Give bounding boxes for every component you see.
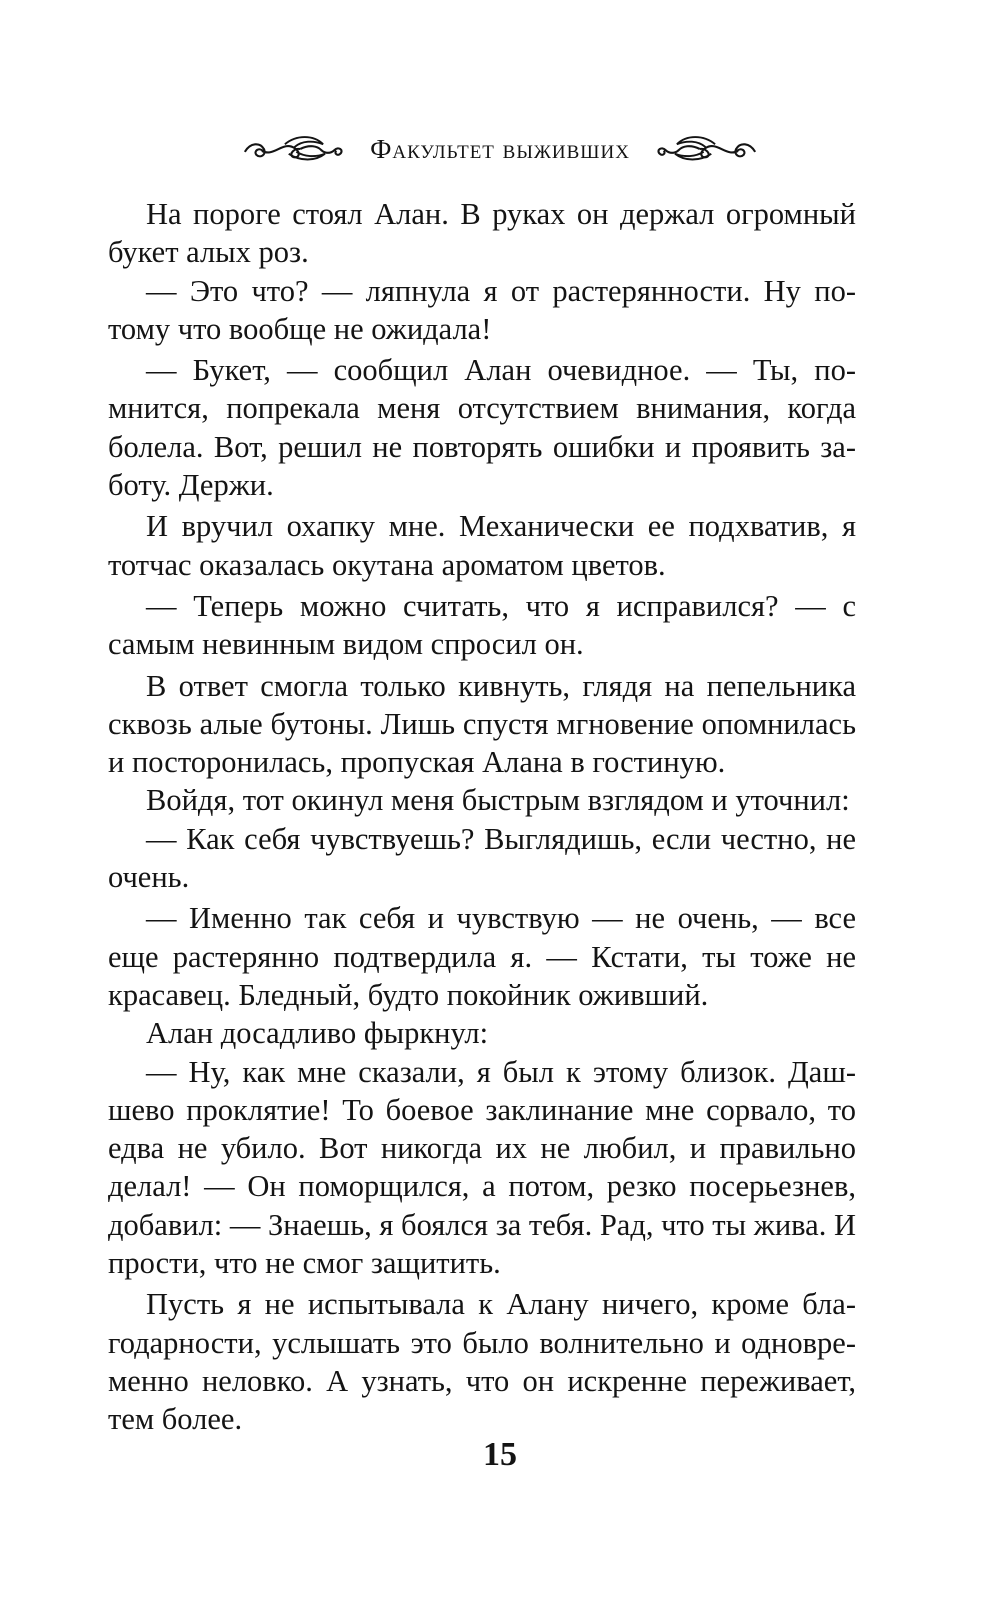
paragraph: В ответ смогла только кивнуть, глядя на пепельника сквозь алые бутоны. Лишь спустя мгновение опомнилась и посторонилась, пропуская Алана в гостиную. — [108, 668, 856, 780]
paragraph: Алан досадливо фыркнул: — [146, 1016, 489, 1051]
paragraph: — Это что? — ляпнула я от растерянности. Ну потому что вообще не ожидала! — [108, 273, 856, 346]
paragraph: Войдя, тот окинул меня быстрым взглядом и уточнил: — [146, 783, 850, 818]
body-text — [108, 195, 856, 1439]
flourish-left-icon — [241, 132, 346, 166]
paragraph: — Как себя чувствуешь? Выглядишь, если честно, не очень. — [108, 821, 856, 895]
paragraph: — Именно так себя и чувствую — не очень, — все еще растерянно подтвердила я. — Кстати, ты тоже не красавец. Бледный, будто покойник оживший. — [108, 901, 856, 1012]
running-header — [150, 124, 850, 174]
paragraph: На пороге стоял Алан. В руках он держал огромный букет алых роз. — [108, 197, 856, 270]
paragraph: — Букет, — сообщил Алан очевидное. — Ты, помнится, попрекала меня отсутствием внимания, когда болела. Вот, решил не повторять ошибки и проявить заботу. Держи. — [108, 353, 856, 503]
paragraph: И вручил охапку мне. Механически ее подхватив, я тотчас оказалась окутана ароматом цветов. — [108, 509, 856, 582]
flourish-right-icon — [654, 132, 759, 166]
paragraph: — Ну, как мне сказали, я был к этому близок. Дашшево проклятие! То боевое заклинание мне сорвало, то едва не убило. Вот никогда их не любил, и правильно делал! — Он поморщился, а потом, резко посерьезнев, добавил: — Знаешь, я боялся за тебя. Рад, что ты жива. И прости, что не смог защитить. — [108, 1054, 856, 1281]
running-title: Факультет выживших — [370, 133, 630, 164]
paragraph: — Теперь можно считать, что я исправился? — с самым невинным видом спросил он. — [108, 588, 856, 662]
page-number: 15 — [483, 1436, 517, 1473]
paragraph: Пусть я не испытывала к Алану ничего, кроме благодарности, услышать это было волнительно и одновременно неловко. А узнать, что он искренне переживает, тем более. — [108, 1287, 856, 1437]
